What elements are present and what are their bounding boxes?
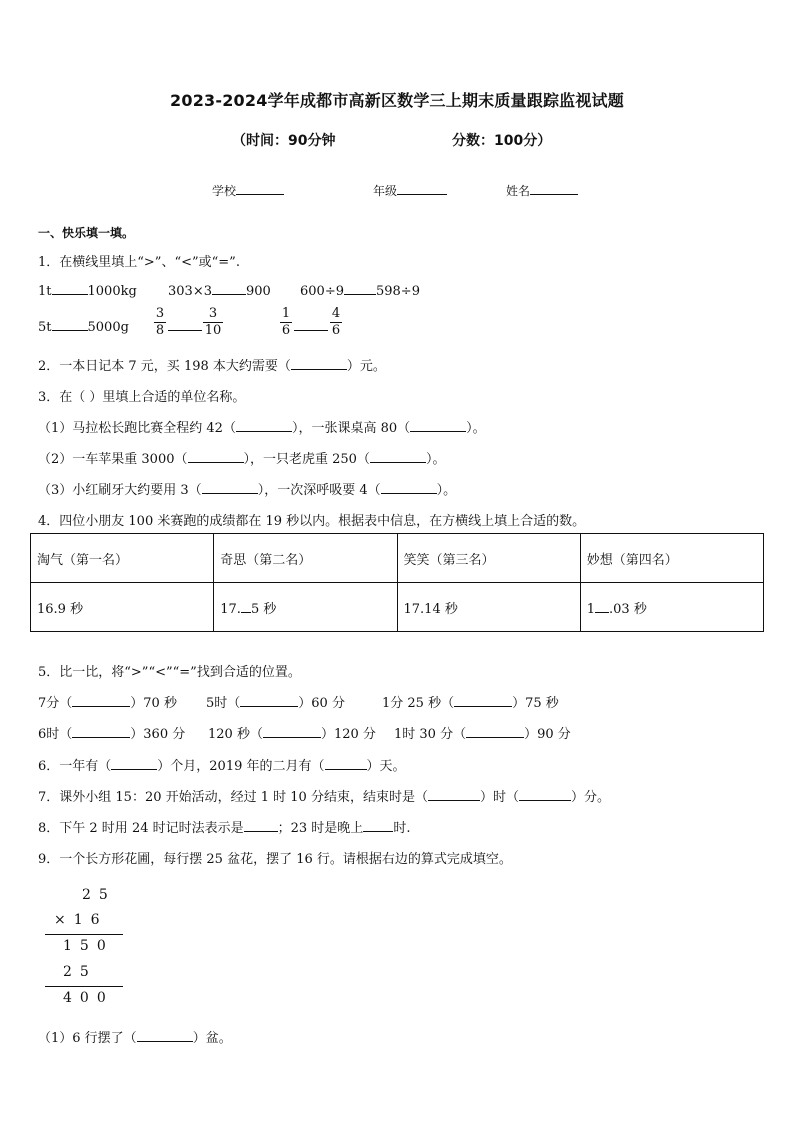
q3-3-blank-b[interactable] bbox=[381, 481, 437, 494]
q4-c4-text-a: 1 bbox=[586, 601, 596, 617]
q5-blank[interactable] bbox=[454, 694, 512, 707]
frac-den: 10 bbox=[204, 323, 222, 338]
grade-blank[interactable] bbox=[397, 182, 447, 195]
q5-row-2-c bbox=[394, 723, 571, 742]
q5-row-2-b bbox=[208, 723, 376, 742]
q1-c-left: 600÷9 bbox=[300, 284, 344, 299]
q3-line-2 bbox=[38, 448, 445, 467]
q1-item-c bbox=[300, 282, 420, 299]
calc-line-1: 25 bbox=[82, 887, 116, 903]
school-field bbox=[212, 182, 284, 199]
q1-stem: 1．在横线里填上“>”、“<”或“=”. bbox=[38, 255, 240, 270]
q8-blank-b[interactable] bbox=[363, 819, 393, 832]
table-header-cell: 妙想（第四名） bbox=[580, 534, 763, 583]
table-header-cell: 淘气（第一名） bbox=[31, 534, 214, 583]
race-table bbox=[30, 533, 764, 632]
frac-den: 8 bbox=[155, 323, 165, 338]
q9-1-text-b: ）盆。 bbox=[192, 1031, 232, 1046]
q2-text-a: 2．一本日记本 7 元，买 198 本大约需要（ bbox=[38, 359, 291, 374]
q7-blank-b[interactable] bbox=[519, 788, 571, 801]
school-label: 学校 bbox=[212, 184, 237, 198]
q6-text-c: ）天。 bbox=[366, 759, 406, 774]
q3-3-text-c: ）。 bbox=[436, 483, 457, 498]
q5-stem: 5．比一比，将“>”“<”“=”找到合适的位置。 bbox=[38, 665, 301, 680]
q1-b-right: 900 bbox=[245, 284, 271, 299]
q9-sub-1 bbox=[38, 1027, 232, 1046]
q6-blank-b[interactable] bbox=[325, 757, 367, 770]
q5-2e: 1时 30 分（ bbox=[394, 727, 467, 742]
q3-3-text-a: （3）小红刷牙大约要用 3（ bbox=[38, 483, 202, 498]
q6-blank-a[interactable] bbox=[111, 757, 157, 770]
q3-stem: 3．在（ ）里填上合适的单位名称。 bbox=[38, 390, 246, 405]
q1-c-blank[interactable] bbox=[344, 282, 376, 295]
q1-item-d bbox=[38, 318, 129, 335]
q5-blank[interactable] bbox=[72, 694, 130, 707]
q1-b-blank[interactable] bbox=[212, 282, 246, 295]
q2-blank[interactable] bbox=[291, 357, 347, 370]
table-cell: 17.14 秒 bbox=[397, 583, 580, 632]
q4-c4-blank[interactable] bbox=[595, 600, 609, 613]
q5-1a: 7分（ bbox=[38, 696, 73, 711]
exam-score: 分数：100分） bbox=[452, 133, 552, 149]
q1-a-left: 1t bbox=[38, 284, 52, 299]
q1-d-right: 5000g bbox=[87, 320, 129, 335]
q9-1-text-a: （1）6 行摆了（ bbox=[38, 1031, 137, 1046]
q5-row-1-b bbox=[206, 692, 345, 711]
q8-blank-a[interactable] bbox=[244, 819, 278, 832]
q5-1c: 5时（ bbox=[206, 696, 241, 711]
name-field bbox=[506, 182, 578, 199]
frac-num: 3 bbox=[208, 306, 218, 321]
q5-2c: 120 秒（ bbox=[208, 727, 263, 742]
frac-num: 4 bbox=[331, 306, 341, 321]
grade-field bbox=[373, 182, 447, 199]
calc-rule-1 bbox=[45, 934, 123, 935]
name-label: 姓名 bbox=[506, 184, 531, 198]
frac-num: 1 bbox=[281, 306, 291, 321]
table-header-cell: 奇思（第二名） bbox=[214, 534, 397, 583]
q2-line bbox=[38, 355, 386, 374]
q5-2d: ）120 分 bbox=[320, 727, 376, 742]
table-row bbox=[31, 583, 764, 632]
fraction-1-6 bbox=[280, 306, 292, 339]
grade-label: 年级 bbox=[373, 184, 398, 198]
q5-1f: ）75 秒 bbox=[512, 696, 559, 711]
calc-line-3: 150 bbox=[63, 938, 114, 954]
q3-2-blank-a[interactable] bbox=[188, 450, 244, 463]
q1-d-left: 5t bbox=[38, 320, 52, 335]
q3-2-text-a: （2）一车苹果重 3000（ bbox=[38, 452, 188, 467]
q3-3-text-b: ），一次深呼吸要 4（ bbox=[257, 483, 381, 498]
q1-item-b bbox=[168, 282, 271, 299]
calc-rule-2 bbox=[45, 986, 123, 987]
q7-text-a: 7．课外小组 15：20 开始活动，经过 1 时 10 分结束，结束时是（ bbox=[38, 790, 428, 805]
q1-e-blank[interactable] bbox=[168, 330, 202, 331]
q1-b-left: 303×3 bbox=[168, 284, 212, 299]
q2-text-b: ）元。 bbox=[346, 359, 386, 374]
q5-1e: 1分 25 秒（ bbox=[382, 696, 455, 711]
q5-1d: ）60 分 bbox=[298, 696, 345, 711]
q7-blank-a[interactable] bbox=[428, 788, 480, 801]
table-header-row bbox=[31, 534, 764, 583]
q5-row-2 bbox=[38, 723, 185, 742]
q5-row-1-c bbox=[382, 692, 559, 711]
page-title: 2023-2024学年成都市高新区数学三上期末质量跟踪监视试题 bbox=[170, 91, 624, 110]
table-cell bbox=[214, 583, 397, 632]
q4-c2-blank[interactable] bbox=[241, 600, 251, 613]
q3-1-blank-b[interactable] bbox=[410, 419, 466, 432]
school-blank[interactable] bbox=[236, 182, 284, 195]
frac-num: 3 bbox=[155, 306, 165, 321]
q3-2-text-c: ）。 bbox=[425, 452, 446, 467]
q6-text-a: 6．一年有（ bbox=[38, 759, 112, 774]
q3-1-blank-a[interactable] bbox=[236, 419, 292, 432]
q5-blank[interactable] bbox=[72, 725, 130, 738]
calc-line-4: 25 bbox=[63, 964, 97, 980]
q1-item-a bbox=[38, 282, 137, 299]
q1-a-blank[interactable] bbox=[52, 282, 88, 295]
q6-line bbox=[38, 755, 406, 774]
q7-text-b: ）时（ bbox=[479, 790, 519, 805]
exam-time: （时间：90分钟 bbox=[232, 133, 336, 149]
q5-blank[interactable] bbox=[263, 725, 321, 738]
q8-text-a: 8．下午 2 时用 24 时记时法表示是 bbox=[38, 821, 244, 836]
q3-3-blank-a[interactable] bbox=[202, 481, 258, 494]
q3-1-text-b: ），一张课桌高 80（ bbox=[291, 421, 411, 436]
q5-1b: ）70 秒 bbox=[130, 696, 177, 711]
q5-blank[interactable] bbox=[240, 694, 298, 707]
q6-text-b: ）个月，2019 年的二月有（ bbox=[157, 759, 325, 774]
name-blank[interactable] bbox=[530, 182, 578, 195]
table-cell bbox=[580, 583, 763, 632]
table-header-cell: 笑笑（第三名） bbox=[397, 534, 580, 583]
q8-text-c: 时. bbox=[393, 821, 411, 836]
q3-line-3 bbox=[38, 479, 456, 498]
q1-c-right: 598÷9 bbox=[375, 284, 420, 299]
frac-den: 6 bbox=[281, 323, 291, 338]
fraction-3-8 bbox=[154, 306, 166, 339]
q3-1-text-a: （1）马拉松长跑比赛全程约 42（ bbox=[38, 421, 236, 436]
q4-stem: 4．四位小朋友 100 米赛跑的成绩都在 19 秒以内。根据表中信息，在方横线上填上合适的数。 bbox=[38, 514, 586, 529]
q3-2-blank-b[interactable] bbox=[370, 450, 426, 463]
q5-2a: 6时（ bbox=[38, 727, 73, 742]
q1-f-blank[interactable] bbox=[294, 330, 328, 331]
q3-1-text-c: ）。 bbox=[466, 421, 486, 436]
q5-row-1 bbox=[38, 692, 177, 711]
fraction-4-6 bbox=[330, 306, 342, 339]
q7-text-c: ）分。 bbox=[570, 790, 610, 805]
q8-text-b: ；23 时是晚上 bbox=[277, 821, 364, 836]
q9-1-blank[interactable] bbox=[137, 1029, 193, 1042]
section-heading: 一、快乐填一填。 bbox=[38, 226, 135, 240]
q4-c4-text-b: .03 秒 bbox=[609, 601, 647, 617]
frac-den: 6 bbox=[331, 323, 341, 338]
q9-stem: 9．一个长方形花圃，每行摆 25 盆花，摆了 16 行。请根据右边的算式完成填空。 bbox=[38, 852, 512, 867]
q7-line bbox=[38, 786, 610, 805]
q1-a-right: 1000kg bbox=[87, 284, 137, 299]
q5-2b: ）360 分 bbox=[130, 727, 186, 742]
q4-c2-text-a: 17. bbox=[220, 601, 241, 617]
q8-line bbox=[38, 817, 410, 836]
q5-blank[interactable] bbox=[466, 725, 524, 738]
q1-d-blank[interactable] bbox=[52, 318, 88, 331]
fraction-3-10 bbox=[203, 306, 223, 339]
q3-2-text-b: ），一只老虎重 250（ bbox=[243, 452, 370, 467]
q4-c2-text-b: 5 秒 bbox=[250, 601, 277, 617]
calc-line-2: ×16 bbox=[54, 912, 108, 928]
table-cell: 16.9 秒 bbox=[31, 583, 214, 632]
q5-2f: ）90 分 bbox=[524, 727, 571, 742]
q3-line-1 bbox=[38, 417, 486, 436]
calc-line-5: 400 bbox=[63, 990, 114, 1006]
